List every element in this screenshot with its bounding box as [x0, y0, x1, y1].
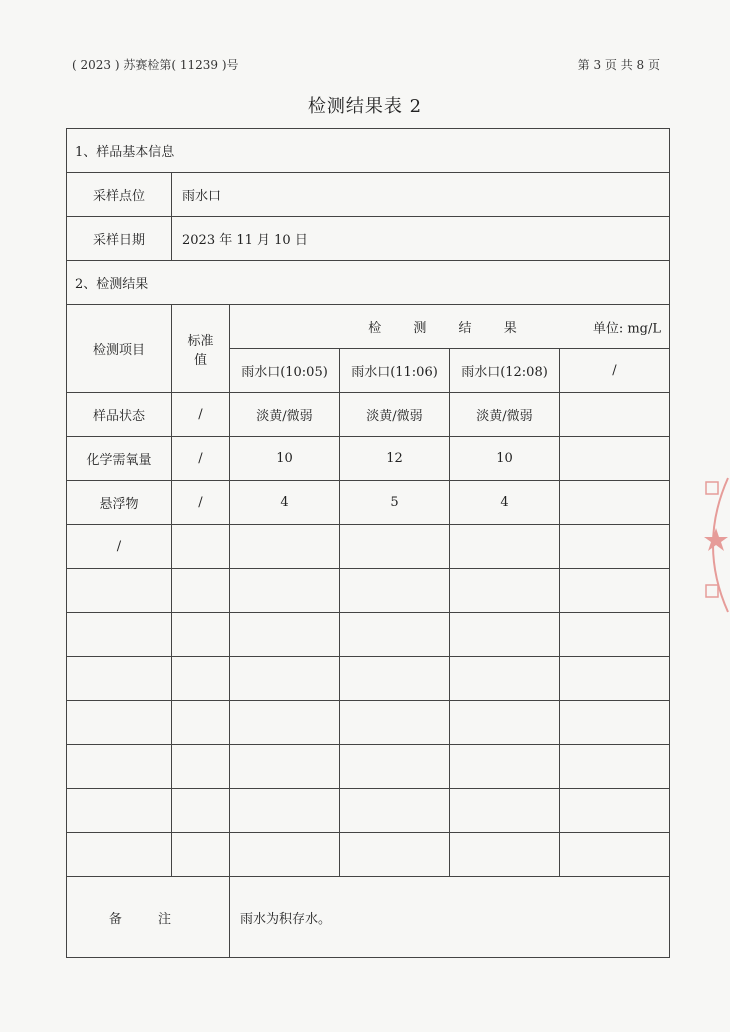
results-header-label: 检 测 结 果 — [368, 321, 531, 336]
standard-cell: / — [172, 481, 230, 525]
standard-cell: / — [172, 393, 230, 437]
table-row — [67, 393, 670, 437]
empty-row — [67, 833, 670, 877]
result-cell — [560, 525, 670, 569]
sample-column-header: 雨水口(10:05) — [230, 349, 340, 393]
result-cell — [560, 437, 670, 481]
result-cell — [230, 525, 340, 569]
empty-row — [67, 613, 670, 657]
empty-row — [67, 657, 670, 701]
remarks-text: 雨水为积存水。 — [230, 877, 670, 958]
result-cell: 5 — [340, 481, 450, 525]
page-info: 第 3 页 共 8 页 — [577, 58, 660, 72]
result-cell: 12 — [340, 437, 450, 481]
result-cell: 淡黄/微弱 — [230, 393, 340, 437]
seal-stamp-icon — [690, 470, 730, 620]
result-cell — [450, 525, 560, 569]
result-cell — [340, 525, 450, 569]
item-cell: 样品状态 — [67, 393, 172, 437]
table-row — [67, 481, 670, 525]
info-label: 采样点位 — [67, 173, 172, 217]
column-header-item: 检测项目 — [67, 305, 172, 393]
results-table — [66, 128, 670, 958]
empty-row — [67, 569, 670, 613]
info-value: 雨水口 — [172, 173, 670, 217]
result-cell: 10 — [450, 437, 560, 481]
table-row — [67, 525, 670, 569]
item-cell: 化学需氧量 — [67, 437, 172, 481]
results-header — [230, 305, 670, 349]
empty-row — [67, 701, 670, 745]
standard-cell: / — [172, 437, 230, 481]
document-number: ( 2023 ) 苏赛检第( 11239 )号 — [72, 58, 239, 72]
result-cell: 10 — [230, 437, 340, 481]
result-cell — [560, 481, 670, 525]
info-value: 2023 年 11 月 10 日 — [172, 217, 670, 261]
sample-column-header: / — [560, 349, 670, 393]
result-cell: 4 — [450, 481, 560, 525]
table-row — [67, 437, 670, 481]
section2-heading: 2、检测结果 — [67, 261, 670, 305]
sample-column-header: 雨水口(12:08) — [450, 349, 560, 393]
result-cell: 淡黄/微弱 — [450, 393, 560, 437]
item-cell: / — [67, 525, 172, 569]
item-cell: 悬浮物 — [67, 481, 172, 525]
remarks-label: 备 注 — [67, 877, 230, 958]
unit-label: 单位: mg/L — [592, 321, 661, 336]
sample-column-header: 雨水口(11:06) — [340, 349, 450, 393]
empty-row — [67, 789, 670, 833]
column-header-standard: 标准值 — [172, 305, 230, 393]
result-cell: 淡黄/微弱 — [340, 393, 450, 437]
result-cell: 4 — [230, 481, 340, 525]
page-title: 检测结果表 2 — [307, 96, 423, 117]
info-label: 采样日期 — [67, 217, 172, 261]
empty-row — [67, 745, 670, 789]
result-cell — [560, 393, 670, 437]
section1-heading: 1、样品基本信息 — [67, 129, 670, 173]
standard-cell — [172, 525, 230, 569]
